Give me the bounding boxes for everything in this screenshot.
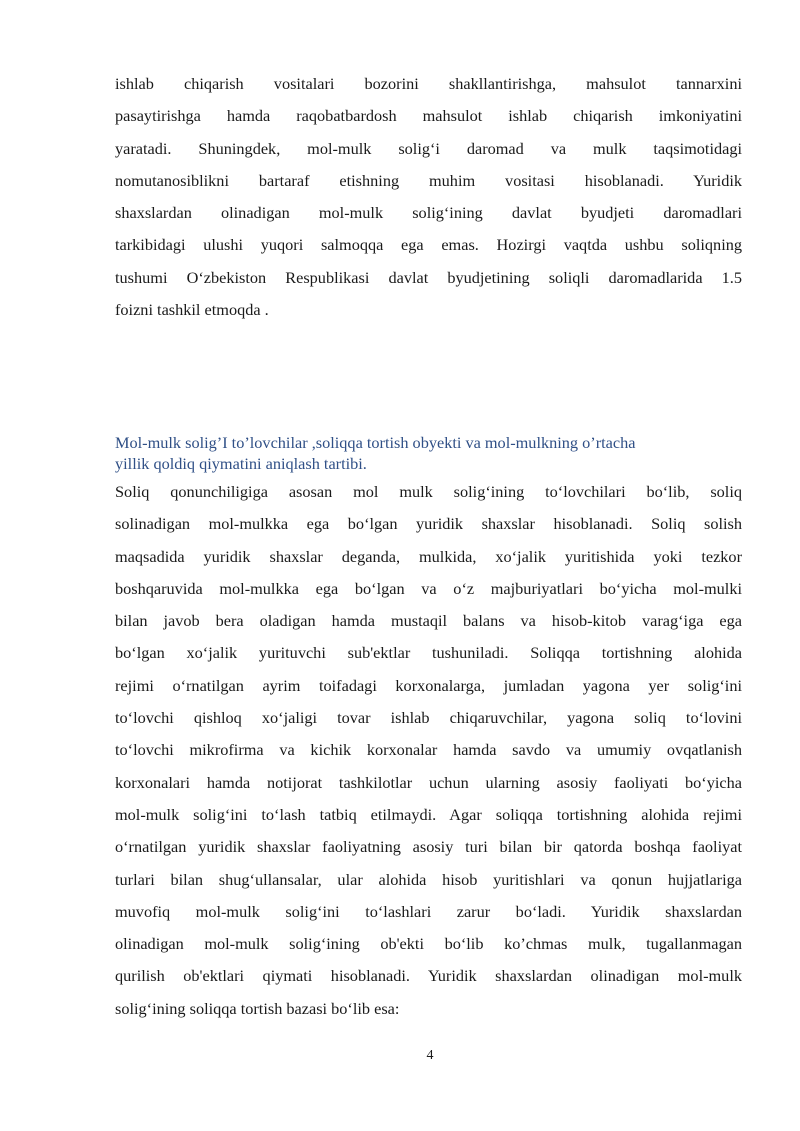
text-line: shaxslardan olinadigan mol-mulk solig‘ining davlat byudjeti daromadlari <box>115 203 742 223</box>
text-line: rejimi o‘rnatilgan ayrim toifadagi korxonalarga, jumladan yagona yer solig‘ini <box>115 675 742 695</box>
page-number: 4 <box>426 1048 434 1063</box>
heading-line: Mol-mulk solig’I to’lovchilar ,soliqqa tortish obyekti va mol-mulkning o’rtacha <box>115 433 636 452</box>
text-line: maqsadida yuridik shaxslar deganda, mulkida, xo‘jalik yuritishida yoki tezkor <box>115 546 742 566</box>
heading-line: yillik qoldiq qiymatini aniqlash tartibi. <box>115 454 367 473</box>
text-line: turlari bilan shug‘ullansalar, ular alohida hisob yuritishlari va qonun hujjatlariga <box>115 869 742 889</box>
text-line: Soliq qonunchiligiga asosan mol mulk solig‘ining to‘lovchilari bo‘lib, soliq <box>115 482 742 501</box>
text-line: bo‘lgan xo‘jalik yurituvchi sub'ektlar tushuniladi. Soliqqa tortishning alohida <box>115 643 742 663</box>
text-line: muvofiq mol-mulk solig‘ini to‘lashlari zarur bo‘ladi. Yuridik shaxslardan <box>115 901 742 921</box>
text-line: qurilish ob'ektlari qiymati hisoblanadi. Yuridik shaxslardan olinadigan mol-mulk <box>115 966 742 986</box>
text-line: solinadigan mol-mulkka ega bo‘lgan yuridik shaxslar hisoblanadi. Soliq solish <box>115 514 742 534</box>
text-line: to‘lovchi mikrofirma va kichik korxonalar hamda savdo va umumiy ovqatlanish <box>115 740 742 760</box>
text-line: to‘lovchi qishloq xo‘jaligi tovar ishlab chiqaruvchilar, yagona soliq to‘lovini <box>115 708 742 728</box>
paragraph-body <box>115 476 742 1025</box>
text-line: korxonalari hamda notijorat tashkilotlar uchun ularning asosiy faoliyati bo‘yicha <box>115 772 742 792</box>
text-line: tushumi O‘zbekiston Respublikasi davlat byudjetining soliqli daromadlarida 1.5 <box>115 267 742 287</box>
text-line: pasaytirishga hamda raqobatbardosh mahsulot ishlab chiqarish imkoniyatini <box>115 106 742 126</box>
text-line: bilan javob bera oladigan hamda mustaqil balans va hisob-kitob varag‘iga ega <box>115 611 742 631</box>
text-line: nomutanosiblikni bartaraf etishning muhim vositasi hisoblanadi. Yuridik <box>115 170 742 190</box>
text-line: ishlab chiqarish vositalari bozorini shakllantirishga, mahsulot tannarxini <box>115 74 742 93</box>
text-line: o‘rnatilgan yuridik shaxslar faoliyatning asosiy turi bilan bir qatorda boshqa faoliyat <box>115 837 742 857</box>
text-line: tarkibidagi ulushi yuqori salmoqqa ega emas. Hozirgi vaqtda ushbu soliqning <box>115 235 742 255</box>
text-line: solig‘ining soliqqa tortish bazasi bo‘lib esa: <box>115 998 400 1018</box>
text-line: boshqaruvida mol-mulkka ega bo‘lgan va o‘z majburiyatlari bo‘yicha mol-mulki <box>115 578 742 598</box>
text-line: olinadigan mol-mulk solig‘ining ob'ekti bo‘lib ko’chmas mulk, tugallanmagan <box>115 934 742 954</box>
section-heading <box>115 432 755 474</box>
paragraph-intro <box>115 68 742 326</box>
text-line: mol-mulk solig‘ini to‘lash tatbiq etilmaydi. Agar soliqqa tortishning alohida rejimi <box>115 804 742 824</box>
text-line: yaratadi. Shuningdek, mol-mulk solig‘i daromad va mulk taqsimotidagi <box>115 138 742 158</box>
text-line: foizni tashkil etmoqda . <box>115 300 269 320</box>
